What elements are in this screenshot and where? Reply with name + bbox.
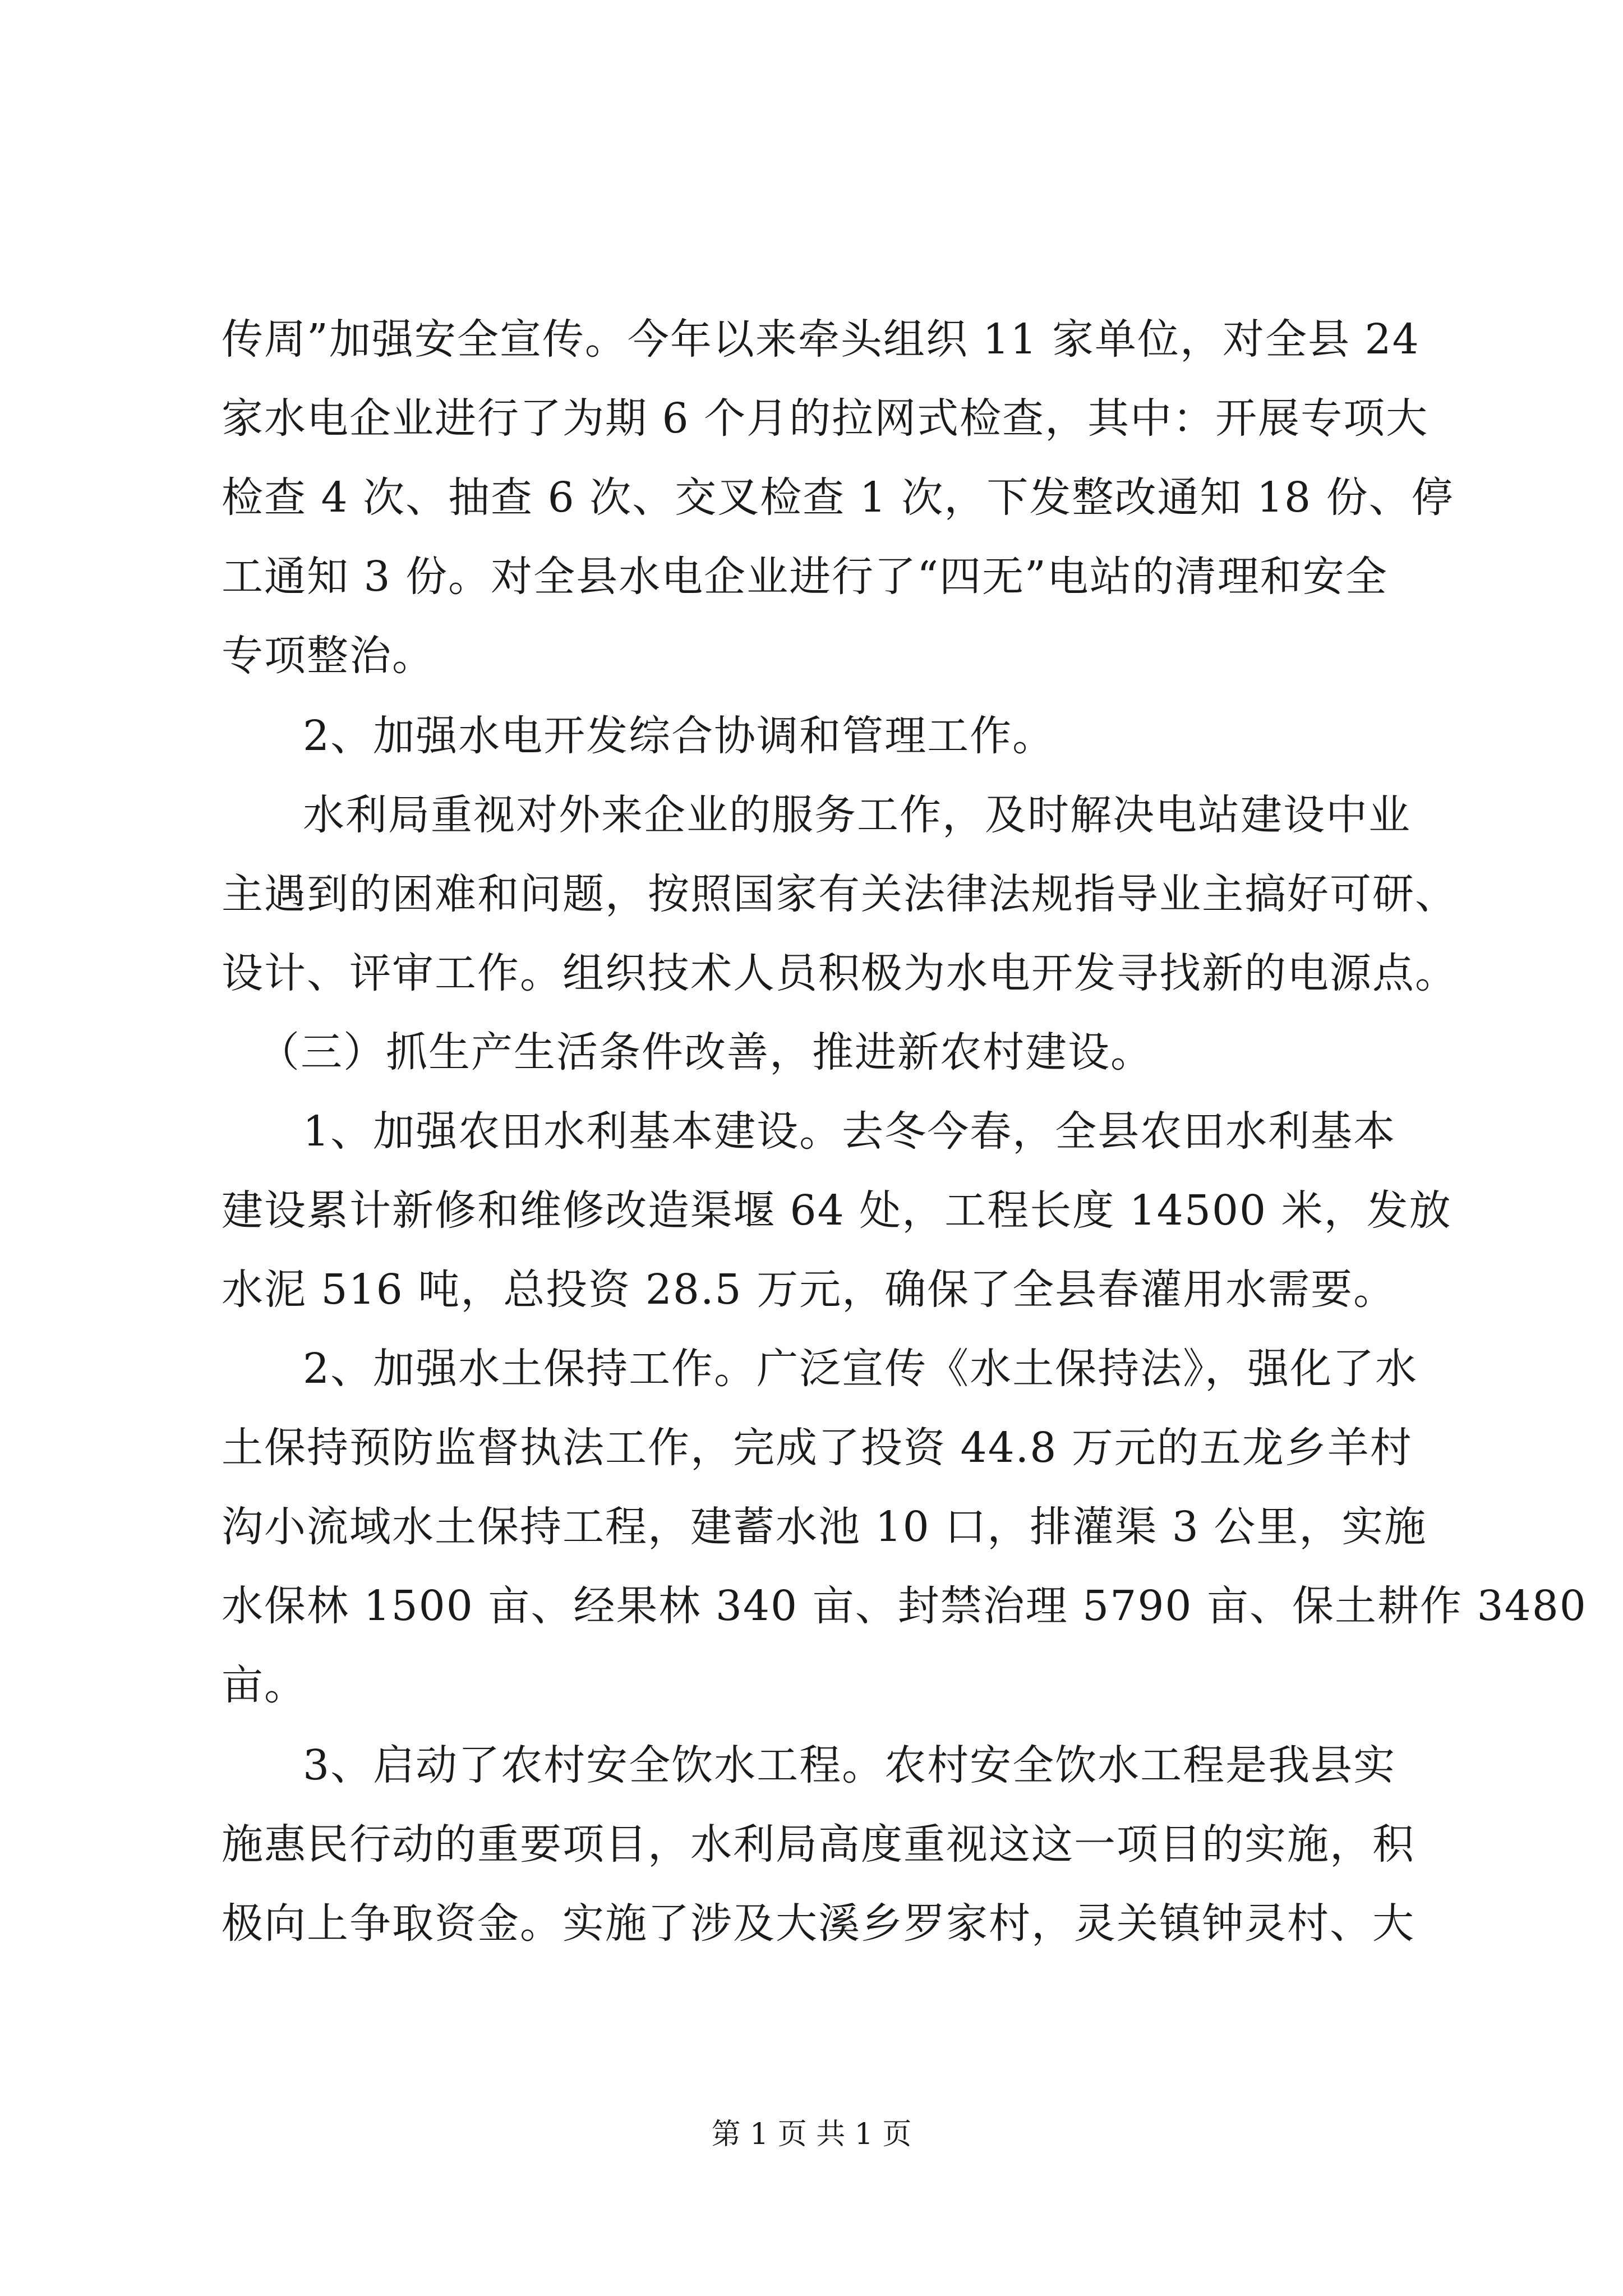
text-line-11: 1、加强农田水利基本建设。去冬今春，全县农田水利基本 [303, 1107, 1396, 1156]
subheading-2: 2、加强水电开发综合协调和管理工作。 [303, 712, 1055, 760]
text-line-15: 土保持预防监督执法工作，完成了投资 44.8 万元的五龙乡羊村 [222, 1424, 1413, 1472]
text-line-13: 水泥 516 吨，总投资 28.5 万元，确保了全县春灌用水需要。 [222, 1266, 1396, 1314]
section-heading-3: （三）抓生产生活条件改善，推进新农村建设。 [258, 1028, 1153, 1076]
text-line-17: 水保林 1500 亩、经果林 340 亩、封禁治理 5790 亩、保土耕作 3480 [222, 1582, 1587, 1630]
text-line-8: 主遇到的困难和问题，按照国家有关法律法规指导业主搞好可研、 [222, 870, 1458, 918]
text-line-14: 2、加强水土保持工作。广泛宣传《水土保持法》，强化了水 [303, 1345, 1418, 1393]
text-line-5: 专项整治。 [222, 632, 435, 680]
text-line-21: 极向上争取资金。实施了涉及大溪乡罗家村，灵关镇钟灵村、大 [222, 1899, 1415, 1948]
text-line-4: 工通知 3 份。对全县水电企业进行了“四无”电站的清理和安全 [222, 553, 1388, 601]
text-line-12: 建设累计新修和维修改造渠堰 64 处，工程长度 14500 米，发放 [222, 1186, 1452, 1235]
text-line-20: 施惠民行动的重要项目，水利局高度重视这这一项目的实施，积 [222, 1820, 1415, 1869]
text-line-19: 3、启动了农村安全饮水工程。农村安全饮水工程是我县实 [303, 1741, 1396, 1789]
text-line-7: 水利局重视对外来企业的服务工作，及时解决电站建设中业 [303, 791, 1411, 839]
text-line-2: 家水电企业进行了为期 6 个月的拉网式检查，其中：开展专项大 [222, 394, 1429, 443]
text-line-9: 设计、评审工作。组织技术人员积极为水电开发寻找新的电源点。 [222, 949, 1458, 997]
text-line-3: 检查 4 次、抽查 6 次、交叉检查 1 次，下发整改通知 18 份、停 [222, 473, 1454, 522]
text-line-1: 传周”加强安全宣传。今年以来牵头组织 11 家单位，对全县 24 [222, 315, 1420, 364]
page-footer: 第 1 页 共 1 页 [711, 2118, 912, 2151]
text-line-18: 亩。 [222, 1661, 307, 1709]
text-line-16: 沟小流域水土保持工程，建蓄水池 10 口，排灌渠 3 公里，实施 [222, 1503, 1427, 1551]
